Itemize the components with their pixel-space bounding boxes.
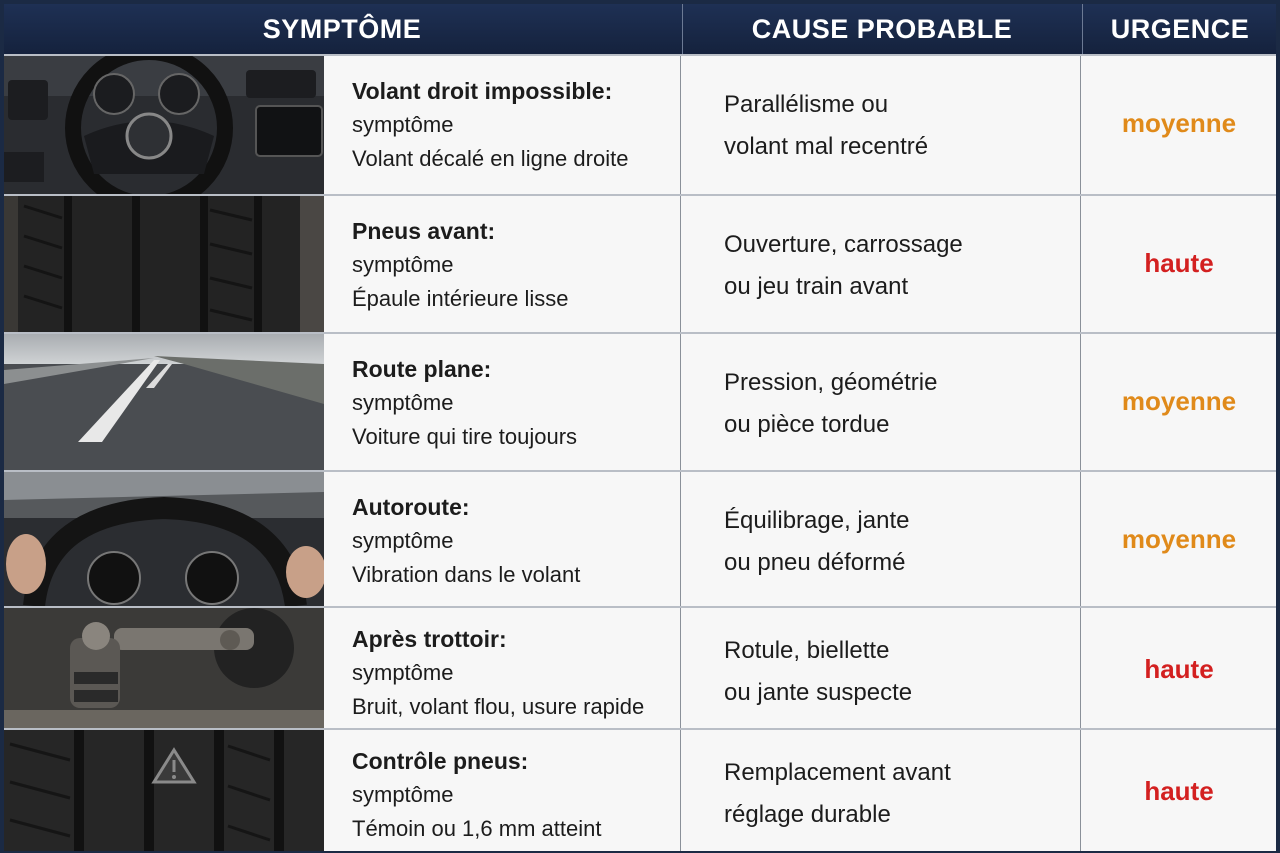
header-urgency: URGENCE [1082, 4, 1277, 54]
table-row [4, 606, 1276, 728]
symptom-label: symptôme [352, 528, 454, 553]
urgency-badge: moyenne [1121, 386, 1237, 416]
table-row [4, 728, 1276, 851]
cause-line-2: ou pneu déformé [724, 549, 906, 576]
symptom-detail: Épaule intérieure lisse [352, 286, 569, 311]
cause-line-1: Parallélisme ou [724, 91, 889, 118]
diagnostic-table [4, 4, 1276, 849]
cause-line-2: ou jante suspecte [724, 679, 913, 706]
table-row [4, 194, 1276, 332]
symptom-title: Contrôle pneus: [352, 748, 529, 774]
wet-road-photo [4, 334, 324, 470]
urgency-badge: haute [1144, 654, 1214, 684]
symptom-label: symptôme [352, 782, 454, 807]
symptom-label: symptôme [352, 660, 454, 685]
table-row [4, 470, 1276, 606]
ball-joint-suspension-photo [4, 608, 324, 728]
symptom-label: symptôme [352, 390, 454, 415]
symptom-title: Pneus avant: [352, 218, 496, 244]
cause-line-1: Pression, géométrie [724, 369, 938, 396]
symptom-label: symptôme [352, 252, 454, 277]
symptom-detail: Voiture qui tire toujours [352, 424, 578, 449]
table-row [4, 332, 1276, 470]
symptom-detail: Vibration dans le volant [352, 562, 581, 587]
highway-steering-wheel-photo [4, 472, 324, 606]
cause-line-2: ou jeu train avant [724, 273, 909, 300]
cause-line-2: réglage durable [724, 801, 891, 828]
cause-line-1: Équilibrage, jante [724, 507, 910, 534]
symptom-title: Autoroute: [352, 494, 470, 520]
symptom-detail: Bruit, volant flou, usure rapide [352, 694, 645, 719]
cause-line-2: ou pièce tordue [724, 411, 890, 438]
symptom-detail: Témoin ou 1,6 mm atteint [352, 816, 602, 841]
cause-line-1: Remplacement avant [724, 759, 951, 786]
header-cause: CAUSE PROBABLE [682, 4, 1081, 54]
urgency-badge: moyenne [1121, 108, 1237, 138]
tire-tread-photo [4, 196, 324, 332]
symptom-title: Volant droit impossible: [352, 78, 613, 104]
urgency-badge: haute [1144, 776, 1214, 806]
cause-line-2: volant mal recentré [724, 133, 929, 160]
cause-line-1: Rotule, biellette [724, 637, 890, 664]
cause-line-1: Ouverture, carrossage [724, 231, 963, 258]
symptom-label: symptôme [352, 112, 454, 137]
header-symptom: SYMPTÔME [262, 14, 422, 44]
steering-wheel-dashboard-photo [4, 56, 324, 194]
tire-wear-indicator-photo [4, 730, 324, 851]
symptom-detail: Volant décalé en ligne droite [352, 146, 629, 171]
urgency-badge: moyenne [1121, 524, 1237, 554]
urgency-badge: haute [1144, 248, 1214, 278]
symptom-title: Route plane: [352, 356, 492, 382]
table-row [4, 54, 1276, 194]
table-header [4, 4, 1276, 54]
symptom-title: Après trottoir: [352, 626, 507, 652]
